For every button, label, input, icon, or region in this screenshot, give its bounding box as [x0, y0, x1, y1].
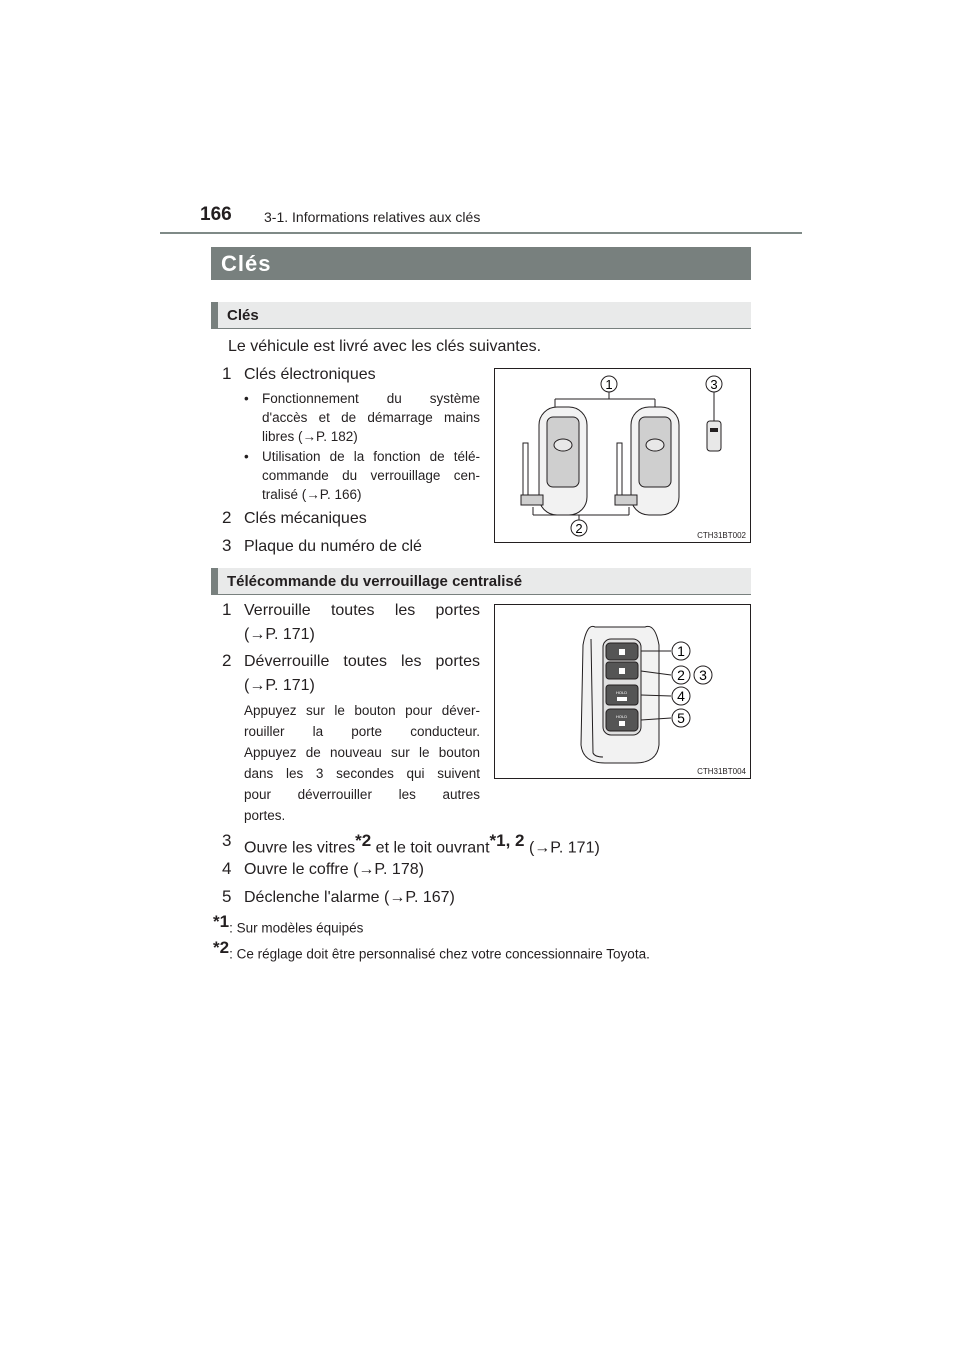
unlock-note: Appuyez sur le bouton pour déver- rouiller la porte conducteur. Appuyez de nouveau sur le bouton dans les 3 secondes qui suivent pour déverrouiller les autres portes. — [244, 703, 480, 823]
chapter-title: 3-1. Informations relatives aux clés — [264, 209, 481, 225]
figure-code: CTH31BT004 — [697, 767, 746, 776]
callout-3: 3 — [699, 667, 707, 683]
item-label-key-plate: Plaque du numéro de clé — [244, 538, 422, 555]
item-label-alarm: Déclenche l'alarme (→P. 167) — [244, 889, 455, 906]
header-rule — [160, 232, 802, 234]
callout-2: 2 — [677, 667, 685, 683]
callout-1: 1 — [677, 643, 685, 659]
smart-key-right-icon — [631, 407, 679, 515]
item-label-electronic-keys: Clés électroniques — [244, 366, 376, 383]
callout-2: 2 — [575, 521, 583, 536]
callout-3: 3 — [710, 377, 718, 392]
bullet-item: • Utilisation de la fonction de télé- commande du verrouillage cen- tralisé (→P. 166) — [244, 449, 480, 502]
item-number-5: 5 — [222, 887, 232, 906]
callout-5: 5 — [677, 710, 685, 726]
item-label-mechanical-keys: Clés mécaniques — [244, 510, 367, 527]
keys-figure — [494, 368, 751, 543]
item-label-unlock: Déverrouille toutes les portes — [244, 653, 480, 670]
figure-code: CTH31BT002 — [697, 531, 746, 540]
section-heading-cles: Clés — [211, 302, 751, 329]
item-number-2: 2 — [222, 651, 232, 670]
remote-figure — [494, 604, 751, 779]
item-number-1: 1 — [222, 600, 232, 619]
hold-label: HOLD — [616, 690, 628, 695]
callout-1: 1 — [605, 377, 613, 392]
section-heading-remote: Télécommande du verrouillage centralisé — [211, 568, 751, 595]
footnote-2: $^{*2}$: Ce réglage doit être personnalisé chez votre concessionnaire Toyota. — [213, 938, 650, 962]
hold-label: HOLD — [616, 714, 628, 719]
item-number-2: 2 — [222, 508, 232, 527]
item-number-4: 4 — [222, 859, 232, 878]
bullet-item: • Fonctionnement du système d'accès et de démarrage mains libres (→P. 182) — [244, 391, 480, 444]
key-number-plate-icon — [707, 421, 721, 451]
item-number-3: 3 — [222, 831, 232, 850]
page-title: Clés — [211, 247, 751, 280]
item-ref-unlock: (→P. 171) — [244, 677, 315, 694]
remote-key-icon — [581, 626, 659, 763]
item-number-1: 1 — [222, 364, 232, 383]
footnote-1: $^{*1}$: Sur modèles équipés — [213, 912, 364, 936]
item-ref-lock: (→P. 171) — [244, 626, 315, 643]
intro-text: Le véhicule est livré avec les clés suivantes. — [228, 338, 542, 355]
item-number-3: 3 — [222, 536, 232, 555]
page-number: 166 — [200, 204, 232, 225]
smart-key-left-icon — [539, 407, 587, 515]
keys-illustration — [495, 369, 750, 542]
callout-4: 4 — [677, 688, 685, 704]
item-label-lock: Verrouille toutes les portes — [244, 602, 480, 619]
item-label-trunk: Ouvre le coffre (→P. 178) — [244, 861, 424, 878]
item-label-windows: Ouvre les vitres$^{*2}$ et le toit ouvrant$^{*1, 2}$ (→P. 171) — [244, 831, 600, 857]
remote-illustration — [495, 605, 750, 778]
